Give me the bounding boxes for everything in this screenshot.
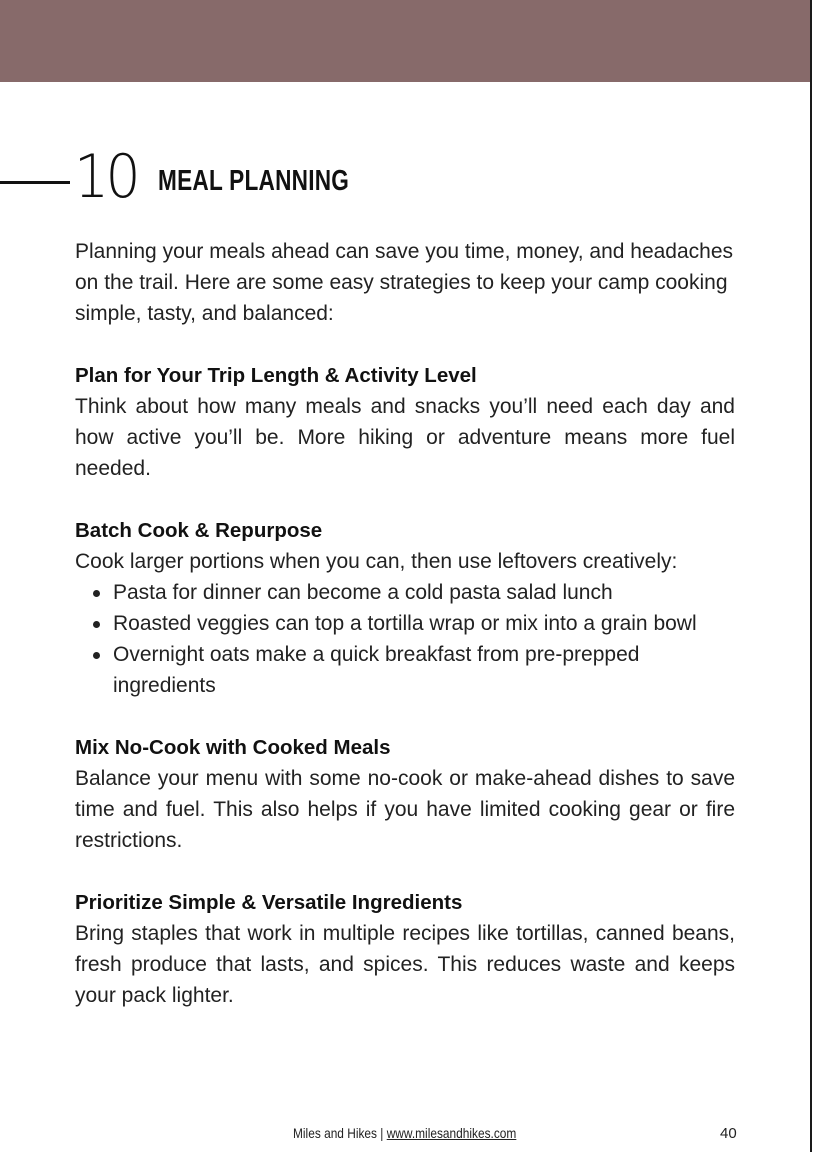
section-batch-cook xyxy=(75,515,735,701)
section-heading: Prioritize Simple & Versatile Ingredients xyxy=(75,891,463,914)
section-body: Balance your menu with some no-cook or make-ahead dishes to save time and fuel. This also helps if you have limited cooking gear or fire restrictions. xyxy=(75,767,735,852)
footer-credit xyxy=(293,1124,516,1142)
footer-website-link[interactable]: www.milesandhikes.com xyxy=(386,1125,517,1141)
section-body: Cook larger portions when you can, then use leftovers creatively: xyxy=(75,550,678,573)
section-no-cook xyxy=(75,732,735,856)
section-heading: Batch Cook & Repurpose xyxy=(75,519,323,542)
section-heading: Plan for Your Trip Length & Activity Level xyxy=(75,364,477,387)
chapter-rule xyxy=(0,181,70,184)
chapter-heading xyxy=(0,142,500,216)
page-edge-rule xyxy=(810,0,812,1152)
section-body: Bring staples that work in multiple recipes like tortillas, canned beans, fresh produce that lasts, and spices. This reduces waste and keeps your pack lighter. xyxy=(75,922,735,1007)
footer-separator: | xyxy=(377,1125,387,1141)
intro-paragraph: Planning your meals ahead can save you time, money, and headaches on the trail. Here are some easy strategies to keep your camp cooking simple, tasty, and balanced: xyxy=(75,240,734,325)
page-number: 40 xyxy=(720,1125,737,1142)
chapter-title: MEAL PLANNING xyxy=(158,165,350,197)
section-heading: Mix No-Cook with Cooked Meals xyxy=(75,736,391,759)
chapter-number: 10 xyxy=(74,142,137,212)
header-band xyxy=(0,0,810,82)
bullet-list xyxy=(75,577,735,701)
section-trip-length xyxy=(75,360,735,484)
section-body: Think about how many meals and snacks you’ll need each day and how active you’ll be. More hiking or adventure means more fuel needed. xyxy=(75,395,735,480)
section-ingredients xyxy=(75,887,735,1011)
list-item: Roasted veggies can top a tortilla wrap or mix into a grain bowl xyxy=(113,608,735,639)
list-item: Pasta for dinner can become a cold pasta salad lunch xyxy=(113,577,735,608)
footer-brand: Miles and Hikes xyxy=(293,1125,378,1141)
page-footer xyxy=(0,1124,816,1144)
list-item: Overnight oats make a quick breakfast from pre-prepped ingredients xyxy=(113,639,735,701)
page-content xyxy=(75,236,735,1011)
